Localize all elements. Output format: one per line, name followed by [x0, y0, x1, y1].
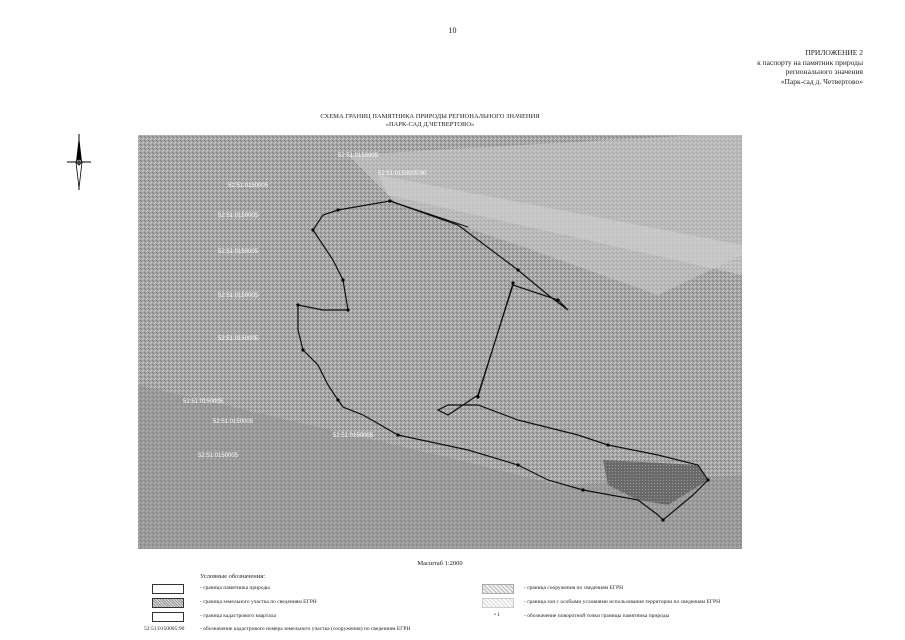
legend-title: Условные обозначения:	[200, 573, 266, 580]
legend-label-special-zone: - граница зон с особыми условиями использования территории по сведениям ЕГРН	[524, 599, 721, 605]
legend-label-turning-point: - обозначение поворотной точки границы памятника природы	[524, 613, 670, 619]
appendix-line2: к паспорту на памятник природы	[757, 57, 863, 67]
scheme-title	[230, 113, 630, 129]
appendix-line1: ПРИЛОЖЕНИЕ 2	[805, 48, 863, 57]
legend-swatch-special-zone	[482, 598, 514, 608]
map-label-3: 52:51:0150005	[228, 183, 269, 189]
scheme-title-line2: «ПАРК-САД Д.ЧЕТВЕРТОВО»	[385, 121, 475, 128]
page-number: 10	[448, 26, 457, 35]
map-label-8: 52:51:0150005	[183, 399, 224, 405]
legend-point-marker: • 1	[494, 612, 501, 618]
north-arrow-icon	[64, 132, 94, 192]
map-label-7: 52:51:0150005	[218, 336, 259, 342]
map-label-11: 52:51:0150005	[198, 453, 239, 459]
legend-cadastral-example: 52:51:0150005:90	[144, 626, 185, 632]
map-canvas	[138, 135, 742, 549]
legend-swatch-structure	[482, 584, 514, 594]
map-label-6: 52:51:0150005	[218, 293, 259, 299]
appendix-line4: «Парк-сад д. Четвертово»	[780, 76, 863, 86]
legend-swatch-cadastral-block	[152, 612, 184, 622]
map-label-10: 52:51:0150005	[333, 433, 374, 439]
map-label-2: 52:51:0150005:90	[378, 171, 427, 177]
map-label-5: 52:51:0150005	[218, 249, 259, 255]
map-label-9: 52:51:0150005	[213, 419, 254, 425]
legend-label-monument: - граница памятника природы	[200, 585, 270, 591]
aerial-map	[138, 135, 742, 549]
scheme-title-line1: СХЕМА ГРАНИЦ ПАМЯТНИКА ПРИРОДЫ РЕГИОНАЛЬНОГО ЗНАЧЕНИЯ	[320, 113, 540, 120]
legend-label-structure: - граница сооружения по сведениям ЕГРН	[524, 585, 624, 591]
map-scale: Масштаб 1:2000	[417, 560, 463, 567]
appendix-line3: регионального значения	[785, 67, 863, 76]
legend-label-cadastral-number: - обозначение кадастрового номера земельного участка (сооружения) по сведениям ЕГРН	[200, 626, 411, 632]
appendix-header	[757, 48, 863, 86]
map-label-1: 52:51:0150005	[338, 153, 379, 159]
legend-label-cadastral-block: - граница кадастрового квартала	[200, 613, 276, 619]
legend-swatch-monument	[152, 584, 184, 594]
legend-label-land-plot: - граница земельного участка по сведениям ЕГРН	[200, 599, 317, 605]
legend-swatch-land-plot	[152, 598, 184, 608]
map-label-4: 52:51:0150005	[218, 213, 259, 219]
